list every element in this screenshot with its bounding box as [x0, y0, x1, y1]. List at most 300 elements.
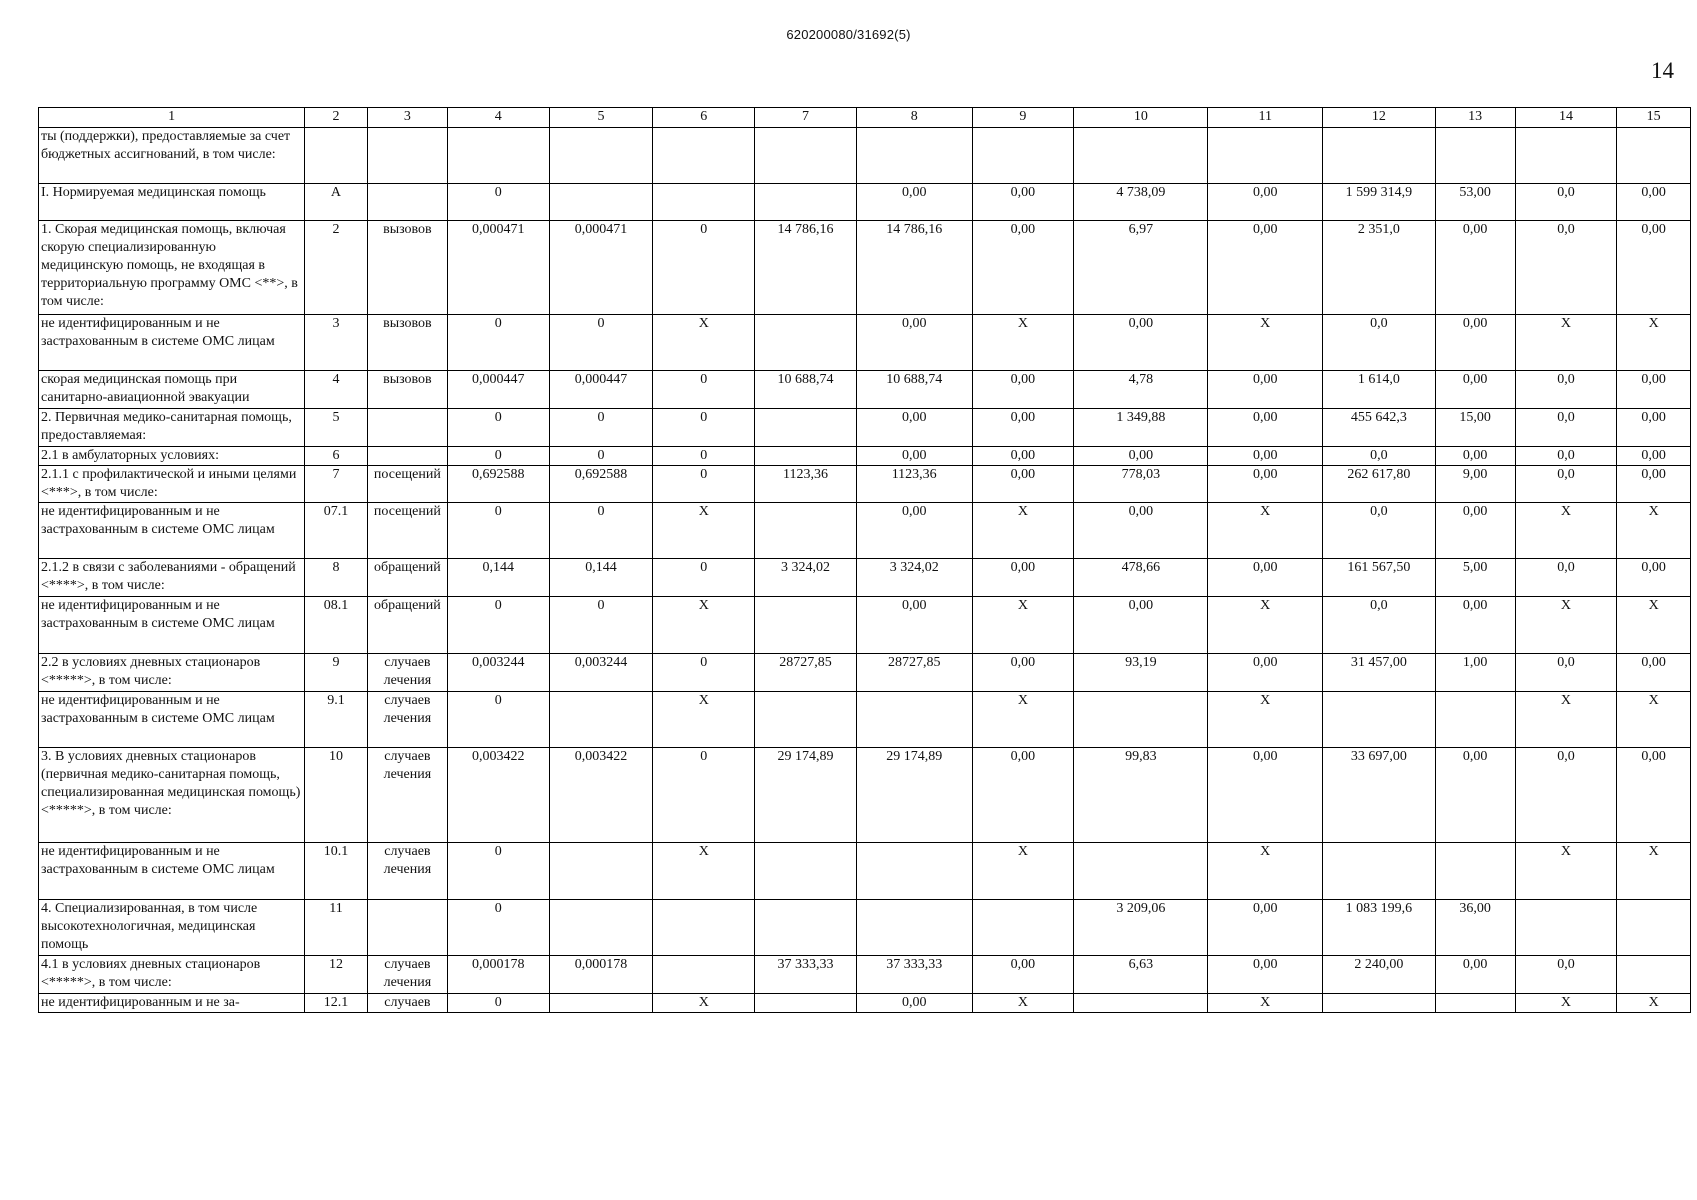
table-cell — [549, 994, 653, 1013]
table-cell: 0,00 — [1208, 559, 1323, 597]
table-cell: 4,78 — [1074, 371, 1208, 409]
table-cell — [755, 315, 857, 371]
table-cell: 37 333,33 — [856, 956, 972, 994]
table-cell: 8 — [305, 559, 368, 597]
column-number-10: 10 — [1074, 108, 1208, 128]
table-cell: 0,00 — [1617, 184, 1691, 221]
table-cell: 0,00 — [972, 654, 1074, 692]
table-cell: Х — [653, 843, 755, 900]
table-row — [39, 371, 1691, 409]
table-cell: 9.1 — [305, 692, 368, 748]
table-cell: Х — [1617, 994, 1691, 1013]
table-cell: 0 — [447, 503, 549, 559]
table-cell: 53,00 — [1435, 184, 1515, 221]
table-cell: Х — [1208, 994, 1323, 1013]
table-cell: Х — [1515, 597, 1617, 654]
table-cell: 478,66 — [1074, 559, 1208, 597]
table-cell: 0,00 — [972, 221, 1074, 315]
table-cell: случаев лечения — [367, 654, 447, 692]
table-cell: 0,00 — [972, 466, 1074, 503]
table-cell: 0 — [447, 900, 549, 956]
table-cell: 6,97 — [1074, 221, 1208, 315]
table-row — [39, 409, 1691, 447]
document-id: 620200080/31692(5) — [786, 27, 911, 42]
table-cell: 0 — [549, 503, 653, 559]
table-cell: 0,00 — [1074, 447, 1208, 466]
table-cell: Х — [1208, 597, 1323, 654]
table-cell: 0,00 — [972, 447, 1074, 466]
table-cell: 778,03 — [1074, 466, 1208, 503]
table-cell: 0,0 — [1515, 748, 1617, 843]
table-cell: 2 240,00 — [1323, 956, 1436, 994]
table-cell: 99,83 — [1074, 748, 1208, 843]
table-cell — [755, 597, 857, 654]
column-number-14: 14 — [1515, 108, 1617, 128]
table-cell: 10.1 — [305, 843, 368, 900]
table-cell: 0,00 — [972, 371, 1074, 409]
table-cell: 14 786,16 — [755, 221, 857, 315]
column-number-13: 13 — [1435, 108, 1515, 128]
table-cell — [755, 900, 857, 956]
table-cell: Х — [1515, 315, 1617, 371]
table-cell: 0,00 — [1208, 184, 1323, 221]
table-cell — [755, 447, 857, 466]
table-cell: 0 — [653, 466, 755, 503]
table-cell: случаев лечения — [367, 843, 447, 900]
table-cell — [549, 900, 653, 956]
table-cell: 0 — [653, 559, 755, 597]
table-cell: 0,0 — [1515, 409, 1617, 447]
table-cell: Х — [1617, 315, 1691, 371]
table-cell — [1208, 128, 1323, 184]
table-cell: 0,0 — [1323, 503, 1436, 559]
table-cell: А — [305, 184, 368, 221]
table-cell: 0,00 — [856, 315, 972, 371]
table-cell: 3 209,06 — [1074, 900, 1208, 956]
table-cell: случаев лечения — [367, 748, 447, 843]
column-number-3: 3 — [367, 108, 447, 128]
table-cell: 08.1 — [305, 597, 368, 654]
table-cell: 6,63 — [1074, 956, 1208, 994]
table-cell — [447, 128, 549, 184]
table-cell: Х — [1617, 843, 1691, 900]
table-cell: 12 — [305, 956, 368, 994]
table-cell — [856, 843, 972, 900]
table-cell: 4 738,09 — [1074, 184, 1208, 221]
table-cell — [972, 900, 1074, 956]
table-cell: 0,00 — [1617, 371, 1691, 409]
table-cell: 4 — [305, 371, 368, 409]
table-cell: 36,00 — [1435, 900, 1515, 956]
table-cell — [755, 128, 857, 184]
table-cell: 1123,36 — [755, 466, 857, 503]
table-cell: 0,00 — [1208, 221, 1323, 315]
table-cell: 0 — [549, 447, 653, 466]
table-cell: 0,692588 — [447, 466, 549, 503]
table-cell: 0,00 — [856, 447, 972, 466]
table-cell: 10 688,74 — [755, 371, 857, 409]
table-cell: 0,00 — [972, 184, 1074, 221]
table-cell: 0 — [653, 221, 755, 315]
table-cell: 7 — [305, 466, 368, 503]
table-cell: 0,0 — [1515, 466, 1617, 503]
table-cell: 0,00 — [1435, 447, 1515, 466]
table-cell: 0,00 — [856, 994, 972, 1013]
table-cell: 0 — [447, 409, 549, 447]
table-cell: Х — [1515, 503, 1617, 559]
table-cell: 0,00 — [1208, 956, 1323, 994]
row-label: ты (поддержки), предоставляемые за счет бюджетных ассигнований, в том числе: — [39, 128, 305, 184]
table-cell: 0,00 — [1074, 597, 1208, 654]
table-cell: 0,00 — [1435, 221, 1515, 315]
table-row — [39, 184, 1691, 221]
table-cell — [1617, 900, 1691, 956]
table-cell: Х — [653, 315, 755, 371]
table-cell: 0 — [447, 994, 549, 1013]
row-label: 2.1.2 в связи с заболеваниями - обращений <****>, в том числе: — [39, 559, 305, 597]
table-cell: 455 642,3 — [1323, 409, 1436, 447]
table-cell: 0,000471 — [447, 221, 549, 315]
row-label: 2.2 в условиях дневных стационаров <*****>, в том числе: — [39, 654, 305, 692]
table-cell: 0,692588 — [549, 466, 653, 503]
table-cell: 0,00 — [972, 956, 1074, 994]
table-cell: 0,003244 — [447, 654, 549, 692]
table-cell — [305, 128, 368, 184]
table-cell — [367, 128, 447, 184]
table-cell: 0 — [447, 447, 549, 466]
row-label: 1. Скорая медицинская помощь, включая скорую специализированную медицинскую помощь, не входящая в территориальную программу ОМС <**>, в том числе: — [39, 221, 305, 315]
table-cell: 93,19 — [1074, 654, 1208, 692]
table-cell: Х — [1515, 692, 1617, 748]
column-number-12: 12 — [1323, 108, 1436, 128]
table-cell: 31 457,00 — [1323, 654, 1436, 692]
table-cell — [856, 692, 972, 748]
table-cell: Х — [1208, 692, 1323, 748]
column-number-11: 11 — [1208, 108, 1323, 128]
table-cell — [1435, 128, 1515, 184]
column-number-row — [39, 108, 1691, 128]
table-cell: 161 567,50 — [1323, 559, 1436, 597]
table-cell — [549, 184, 653, 221]
page-number: 14 — [1651, 58, 1674, 83]
table-cell: 0,00 — [856, 184, 972, 221]
table-cell — [367, 184, 447, 221]
table-cell: 0,003244 — [549, 654, 653, 692]
table-cell: 0,00 — [1435, 315, 1515, 371]
table-cell: Х — [972, 315, 1074, 371]
table-cell: 0,000447 — [447, 371, 549, 409]
row-label: не идентифицированным и не застрахованным в системе ОМС лицам — [39, 503, 305, 559]
table-cell: Х — [1208, 843, 1323, 900]
table-cell: 0 — [653, 654, 755, 692]
table-cell: 0 — [549, 597, 653, 654]
table-cell: 1 599 314,9 — [1323, 184, 1436, 221]
table-cell: 2 — [305, 221, 368, 315]
table-row — [39, 654, 1691, 692]
table-cell: 0,00 — [972, 559, 1074, 597]
column-number-7: 7 — [755, 108, 857, 128]
table-cell: 0,00 — [1208, 409, 1323, 447]
table-cell: обращений — [367, 597, 447, 654]
table-cell: 0 — [653, 409, 755, 447]
table-cell: 0 — [549, 315, 653, 371]
table-cell — [549, 692, 653, 748]
table-cell: посещений — [367, 503, 447, 559]
table-cell: Х — [653, 597, 755, 654]
table-cell: обращений — [367, 559, 447, 597]
row-label: 2. Первичная медико-санитарная помощь, предоставляемая: — [39, 409, 305, 447]
table-cell: 0,00 — [1435, 748, 1515, 843]
table-cell: 0,00 — [1208, 371, 1323, 409]
table-cell: 0,003422 — [447, 748, 549, 843]
row-label: I. Нормируемая медицинская помощь — [39, 184, 305, 221]
table-cell — [653, 900, 755, 956]
table-cell: 0,00 — [856, 503, 972, 559]
table-cell: 0,00 — [1435, 371, 1515, 409]
table-cell: 0 — [653, 371, 755, 409]
row-label: не идентифицированным и не застрахованным в системе ОМС лицам — [39, 843, 305, 900]
table-cell: 262 617,80 — [1323, 466, 1436, 503]
table-cell — [1515, 900, 1617, 956]
table-cell: 0,0 — [1323, 597, 1436, 654]
table-cell: 14 786,16 — [856, 221, 972, 315]
table-cell: Х — [972, 843, 1074, 900]
table-cell: 0 — [549, 409, 653, 447]
table-cell: 15,00 — [1435, 409, 1515, 447]
table-cell — [972, 128, 1074, 184]
table-row — [39, 994, 1691, 1013]
table-cell: 3 324,02 — [856, 559, 972, 597]
table-cell: 0,0 — [1515, 956, 1617, 994]
table-cell: 0,000178 — [549, 956, 653, 994]
table-cell: 0,0 — [1515, 447, 1617, 466]
table-row — [39, 447, 1691, 466]
table-cell: 0,0 — [1515, 559, 1617, 597]
table-cell: 0,00 — [1617, 654, 1691, 692]
table-cell: Х — [653, 503, 755, 559]
table-cell: 33 697,00 — [1323, 748, 1436, 843]
table-row — [39, 315, 1691, 371]
row-label: 4.1 в условиях дневных стационаров <*****>, в том числе: — [39, 956, 305, 994]
table-cell: 0,00 — [972, 748, 1074, 843]
table-cell — [367, 900, 447, 956]
table-cell — [653, 184, 755, 221]
table-cell — [1323, 692, 1436, 748]
table-cell: 9,00 — [1435, 466, 1515, 503]
table-cell: 0,0 — [1515, 654, 1617, 692]
table-cell — [755, 692, 857, 748]
table-cell — [755, 503, 857, 559]
table-cell — [367, 409, 447, 447]
table-cell: 1123,36 — [856, 466, 972, 503]
table-cell: случаев — [367, 994, 447, 1013]
table-cell: 0,003422 — [549, 748, 653, 843]
table-cell: Х — [972, 692, 1074, 748]
data-table — [38, 107, 1691, 1013]
table-cell: 0 — [447, 692, 549, 748]
table-cell: 0,00 — [1208, 748, 1323, 843]
table-cell — [1323, 128, 1436, 184]
table-cell: Х — [1617, 692, 1691, 748]
table-cell: 0,00 — [1074, 503, 1208, 559]
table-cell — [1435, 843, 1515, 900]
table-cell — [755, 843, 857, 900]
table-cell: 3 324,02 — [755, 559, 857, 597]
table-cell: 0,00 — [972, 409, 1074, 447]
table-cell — [549, 128, 653, 184]
table-cell: Х — [972, 597, 1074, 654]
row-label: скорая медицинская помощь при санитарно-авиационной эвакуации — [39, 371, 305, 409]
column-number-15: 15 — [1617, 108, 1691, 128]
table-cell — [367, 447, 447, 466]
table-cell: 0,00 — [856, 597, 972, 654]
table-cell: 0 — [447, 843, 549, 900]
column-number-5: 5 — [549, 108, 653, 128]
table-cell: Х — [1208, 503, 1323, 559]
table-cell — [856, 900, 972, 956]
table-cell: 0,00 — [1435, 956, 1515, 994]
table-cell: 29 174,89 — [755, 748, 857, 843]
table-cell — [549, 843, 653, 900]
table-cell: посещений — [367, 466, 447, 503]
table-cell: 0 — [653, 447, 755, 466]
table-cell: 0,00 — [1208, 466, 1323, 503]
table-row — [39, 692, 1691, 748]
column-number-1: 1 — [39, 108, 305, 128]
table-cell: вызовов — [367, 371, 447, 409]
table-cell: случаев лечения — [367, 692, 447, 748]
table-cell: 1 083 199,6 — [1323, 900, 1436, 956]
table-cell: 1 614,0 — [1323, 371, 1436, 409]
table-row — [39, 128, 1691, 184]
table-cell: 0,00 — [1435, 597, 1515, 654]
table-cell: 1 349,88 — [1074, 409, 1208, 447]
table-cell: 5,00 — [1435, 559, 1515, 597]
table-cell: 0,000471 — [549, 221, 653, 315]
table-row — [39, 748, 1691, 843]
table-cell: Х — [1617, 597, 1691, 654]
table-cell — [1074, 843, 1208, 900]
row-label: 2.1 в амбулаторных условиях: — [39, 447, 305, 466]
table-row — [39, 503, 1691, 559]
table-cell: 0,144 — [447, 559, 549, 597]
table-cell: 0,000178 — [447, 956, 549, 994]
table-cell — [1617, 956, 1691, 994]
table-cell: 0,00 — [1617, 748, 1691, 843]
table-cell: 29 174,89 — [856, 748, 972, 843]
table-cell: 0,00 — [1074, 315, 1208, 371]
table-row — [39, 956, 1691, 994]
table-cell: 0 — [447, 184, 549, 221]
table-cell — [653, 128, 755, 184]
table-cell: 0,00 — [856, 409, 972, 447]
table-cell — [1617, 128, 1691, 184]
column-number-4: 4 — [447, 108, 549, 128]
table-row — [39, 597, 1691, 654]
table-cell: 0,0 — [1515, 371, 1617, 409]
row-label: не идентифицированным и не застрахованным в системе ОМС лицам — [39, 692, 305, 748]
row-label: 4. Специализированная, в том числе высокотехнологичная, медицинская помощь — [39, 900, 305, 956]
table-cell: Х — [972, 994, 1074, 1013]
table-cell: Х — [1208, 315, 1323, 371]
row-label: 3. В условиях дневных стационаров (первичная медико-санитарная помощь, специализированная медицинская помощь) <*****>, в том числе: — [39, 748, 305, 843]
table-cell — [755, 409, 857, 447]
table-cell: случаев лечения — [367, 956, 447, 994]
table-cell — [1074, 128, 1208, 184]
table-cell: Х — [653, 994, 755, 1013]
table-cell: Х — [1515, 994, 1617, 1013]
table-cell: 28727,85 — [856, 654, 972, 692]
table-cell: 5 — [305, 409, 368, 447]
table-cell: 0,000447 — [549, 371, 653, 409]
table-cell: 3 — [305, 315, 368, 371]
table-cell — [1515, 128, 1617, 184]
table-cell: 0,0 — [1515, 184, 1617, 221]
table-cell — [856, 128, 972, 184]
table-row — [39, 900, 1691, 956]
table-cell: 9 — [305, 654, 368, 692]
table-row — [39, 221, 1691, 315]
table-cell: 28727,85 — [755, 654, 857, 692]
table-cell: 0,00 — [1617, 447, 1691, 466]
table-cell: 0 — [653, 748, 755, 843]
table-cell: 10 — [305, 748, 368, 843]
column-number-9: 9 — [972, 108, 1074, 128]
column-number-8: 8 — [856, 108, 972, 128]
table-cell: 0,0 — [1323, 447, 1436, 466]
table-cell — [1435, 994, 1515, 1013]
row-label: не идентифицированным и не застрахованным в системе ОМС лицам — [39, 597, 305, 654]
table-cell: 0,0 — [1323, 315, 1436, 371]
table-cell: Х — [972, 503, 1074, 559]
column-number-6: 6 — [653, 108, 755, 128]
table-cell — [653, 956, 755, 994]
table-cell: 0,00 — [1617, 409, 1691, 447]
table-cell: вызовов — [367, 221, 447, 315]
table-cell: 0,0 — [1515, 221, 1617, 315]
row-label: не идентифицированным и не застрахованным в системе ОМС лицам — [39, 315, 305, 371]
table-cell: 6 — [305, 447, 368, 466]
table-cell — [1323, 843, 1436, 900]
table-cell — [755, 184, 857, 221]
table-cell: 37 333,33 — [755, 956, 857, 994]
table-cell: Х — [653, 692, 755, 748]
table-cell: 0,00 — [1617, 559, 1691, 597]
table-cell — [1323, 994, 1436, 1013]
table-cell — [1074, 692, 1208, 748]
table-cell: 2 351,0 — [1323, 221, 1436, 315]
table-cell: 0,144 — [549, 559, 653, 597]
table-cell: 0,00 — [1617, 466, 1691, 503]
table-cell: 12.1 — [305, 994, 368, 1013]
table-cell: 11 — [305, 900, 368, 956]
table-row — [39, 559, 1691, 597]
table-cell: 0,00 — [1208, 900, 1323, 956]
table-cell: 0,00 — [1208, 447, 1323, 466]
table-cell: 0,00 — [1435, 503, 1515, 559]
table-cell: Х — [1515, 843, 1617, 900]
table-cell: 0 — [447, 597, 549, 654]
table-cell — [1435, 692, 1515, 748]
table-cell: 07.1 — [305, 503, 368, 559]
table-cell: 0,00 — [1617, 221, 1691, 315]
table-cell — [1074, 994, 1208, 1013]
table-cell: 1,00 — [1435, 654, 1515, 692]
column-number-2: 2 — [305, 108, 368, 128]
table-cell — [755, 994, 857, 1013]
table-cell: 10 688,74 — [856, 371, 972, 409]
table-row — [39, 466, 1691, 503]
